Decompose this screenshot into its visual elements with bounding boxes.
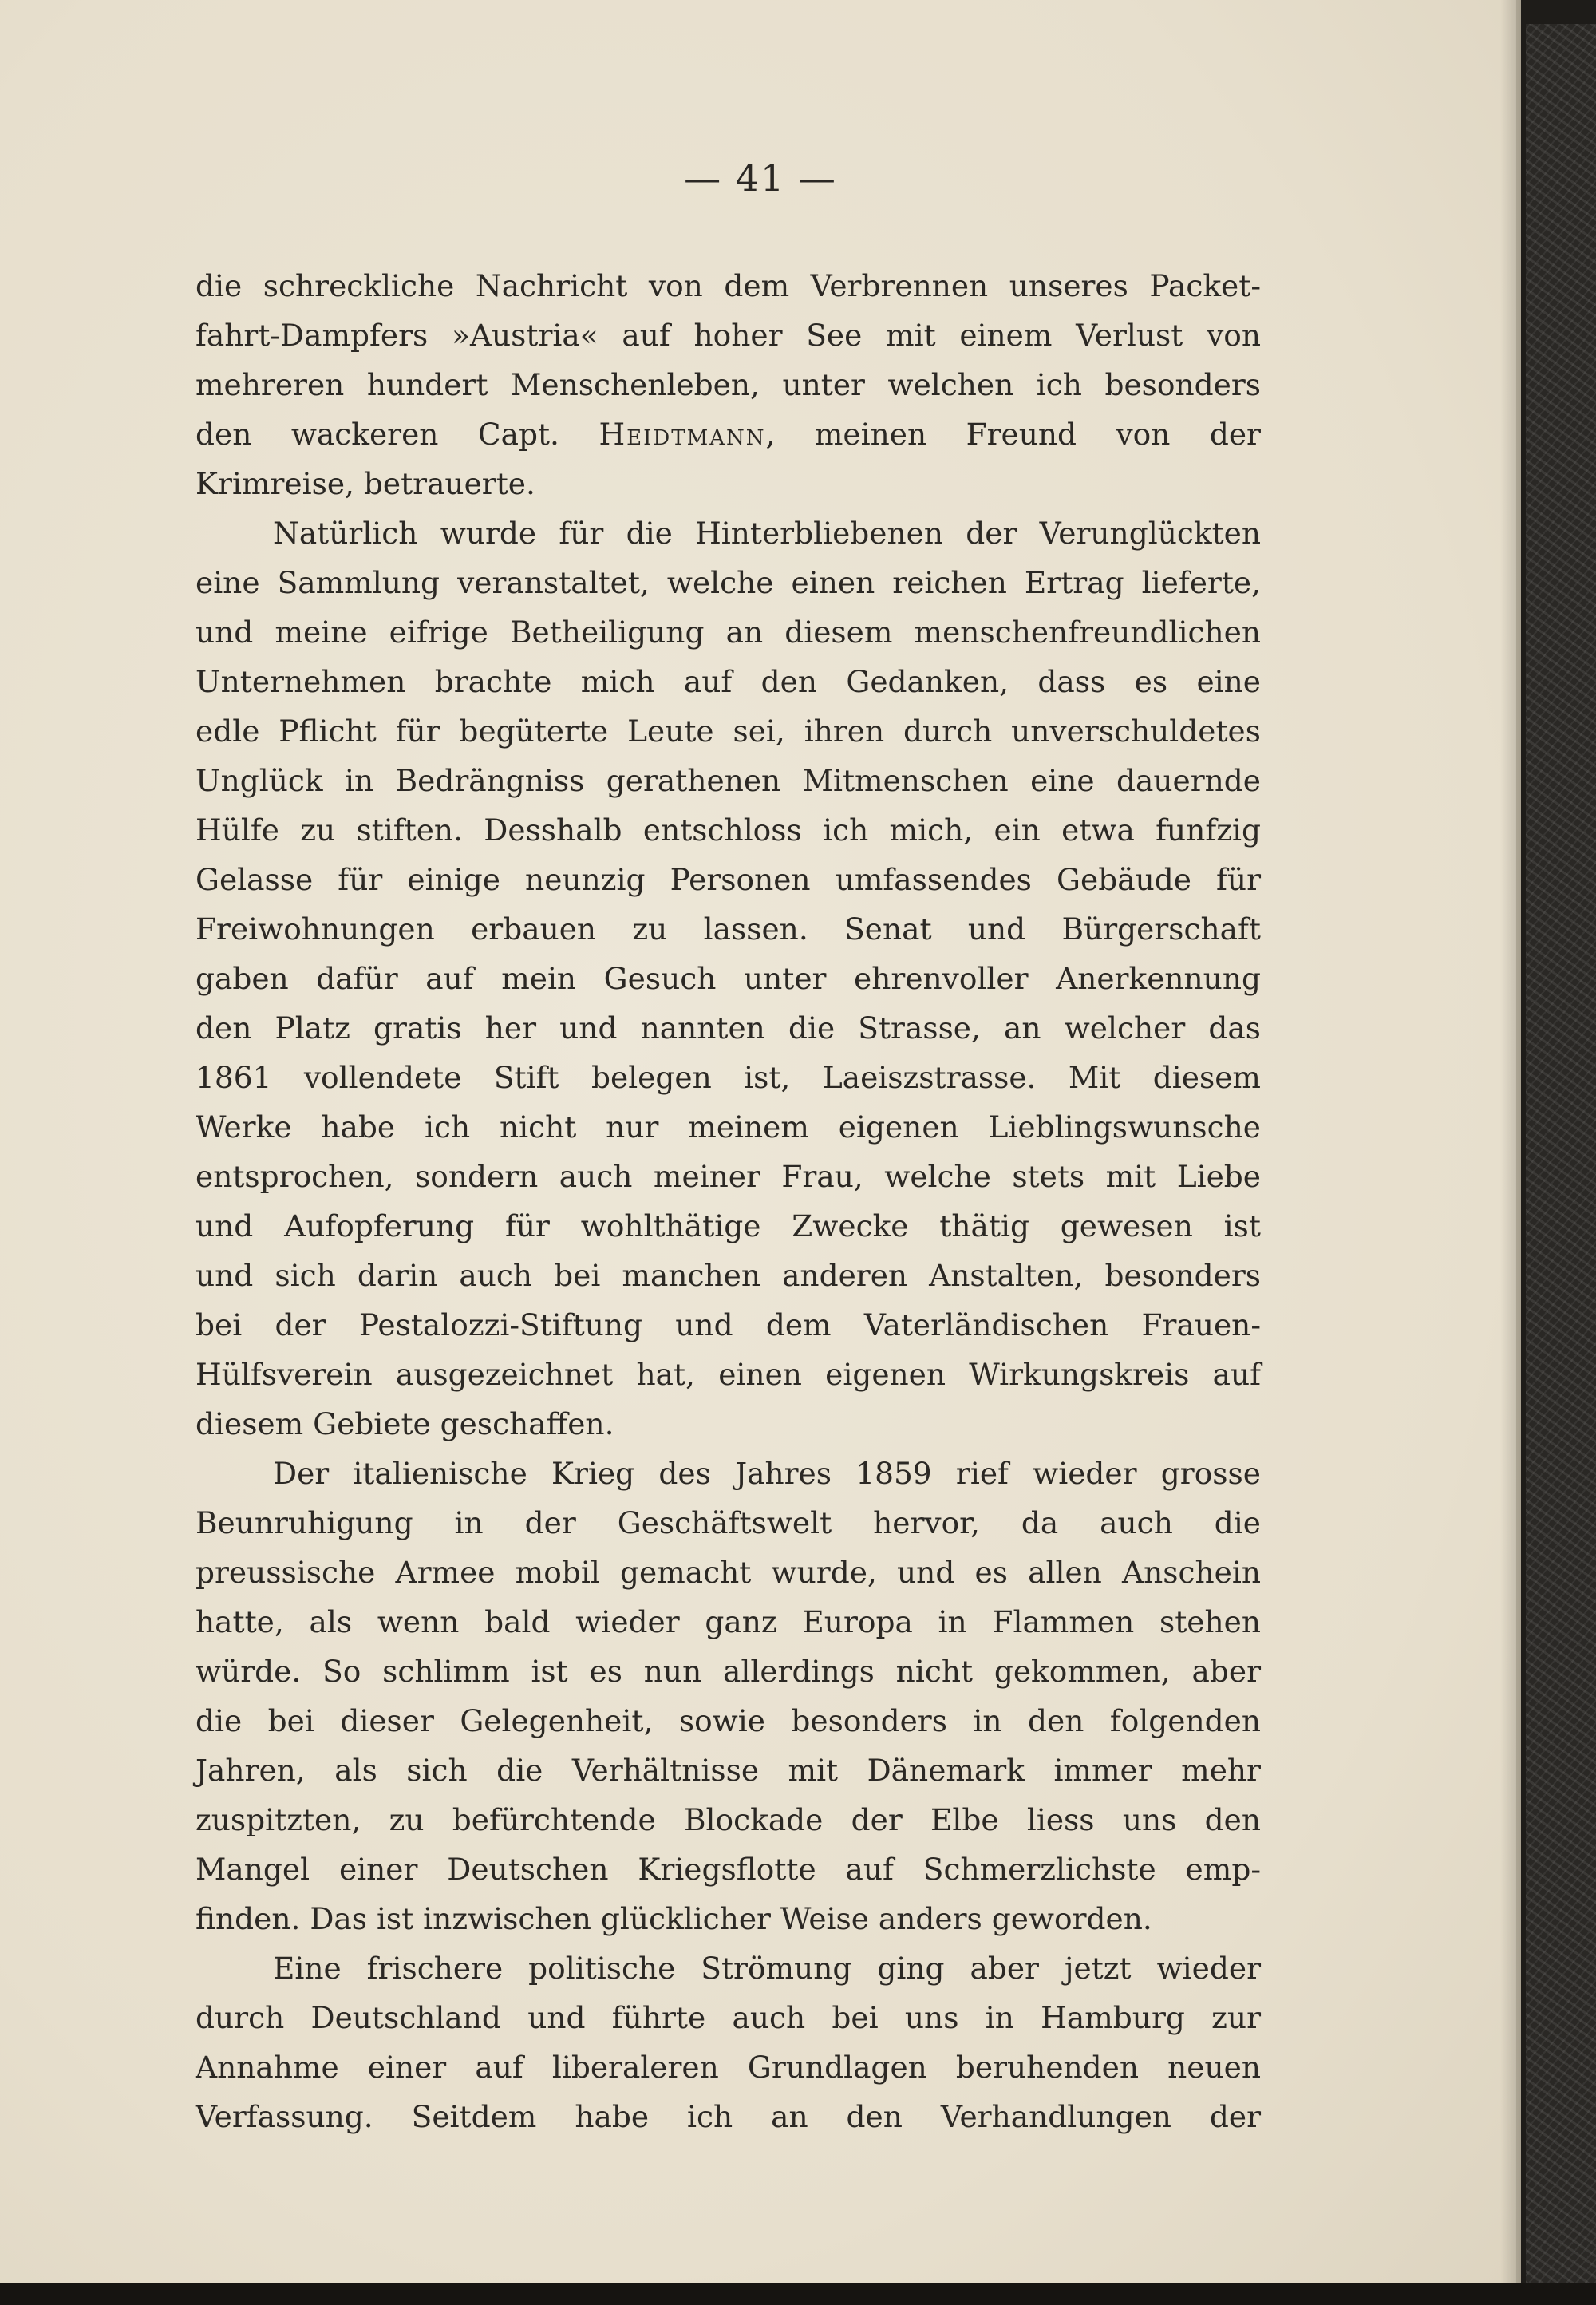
text-line: Verfassung. Seitdem habe ich an den Verhandlungen der	[196, 2099, 1261, 2134]
text-line: gaben dafür auf mein Gesuch unter ehrenvoller Anerkennung	[196, 961, 1261, 996]
text-line: Jahren, als sich die Verhältnisse mit Dänemark immer mehr	[196, 1753, 1261, 1788]
text-line: Gelasse für einige neunzig Personen umfassendes Gebäude für	[196, 862, 1261, 897]
text-line: Natürlich wurde für die Hinterbliebenen der Verunglückten	[273, 516, 1261, 551]
text-line: Hülfe zu stiften. Desshalb entschloss ich mich, ein etwa funfzig	[196, 812, 1261, 848]
text-line: den Platz gratis her und nannten die Strasse, an welcher das	[196, 1010, 1261, 1046]
text-line: diesem Gebiete geschaffen.	[196, 1406, 614, 1441]
text-line: Werke habe ich nicht nur meinem eigenen Lieblingswunsche	[196, 1109, 1261, 1145]
text-line: Mangel einer Deutschen Kriegsflotte auf Schmerzlichste emp-	[196, 1852, 1261, 1887]
text-line: mehreren hundert Menschenleben, unter welchen ich besonders	[196, 367, 1261, 402]
text-line: würde. So schlimm ist es nun allerdings nicht gekommen, aber	[196, 1654, 1261, 1689]
text-line: entsprochen, sondern auch meiner Frau, welche stets mit Liebe	[196, 1159, 1261, 1194]
gutter-shadow	[1500, 0, 1521, 2283]
text-line: Eine frischere politische Strömung ging aber jetzt wieder	[273, 1951, 1261, 1986]
text-line: Freiwohnungen erbauen zu lassen. Senat und Bürgerschaft	[196, 911, 1261, 947]
text-line: zuspitzten, zu befürchtende Blockade der Elbe liess uns den	[196, 1802, 1261, 1837]
text-line: Hülfsverein ausgezeichnet hat, einen eigenen Wirkungskreis auf	[196, 1357, 1261, 1392]
body-text	[196, 261, 1261, 2141]
text-line: den wackeren Capt. Heidtmann, meinen Freund von der	[196, 417, 1261, 452]
text-line: eine Sammlung veranstaltet, welche einen reichen Ertrag lieferte,	[196, 565, 1261, 600]
text-line: Krimreise, betrauerte.	[196, 466, 535, 501]
text-line: Unglück in Bedrängniss gerathenen Mitmenschen eine dauernde	[196, 763, 1261, 798]
text-line: 1861 vollendete Stift belegen ist, Laeiszstrasse. Mit diesem	[196, 1060, 1261, 1095]
text-line: Annahme einer auf liberaleren Grundlagen beruhenden neuen	[196, 2050, 1261, 2085]
text-line: und meine eifrige Betheiligung an diesem menschenfreundlichen	[196, 615, 1261, 650]
text-line: durch Deutschland und führte auch bei uns in Hamburg zur	[196, 2000, 1261, 2035]
name-small-caps: Heidtmann	[598, 417, 766, 452]
text-line: preussische Armee mobil gemacht wurde, und es allen Anschein	[196, 1555, 1261, 1590]
book-binding	[1526, 24, 1596, 2305]
text-line: Der italienische Krieg des Jahres 1859 rief wieder grosse	[273, 1456, 1261, 1491]
text-line: Beunruhigung in der Geschäftswelt hervor, da auch die	[196, 1505, 1261, 1540]
text-line: edle Pflicht für begüterte Leute sei, ihren durch unverschuldetes	[196, 714, 1261, 749]
text-line: die bei dieser Gelegenheit, sowie besonders in den folgenden	[196, 1703, 1261, 1738]
text-line: hatte, als wenn bald wieder ganz Europa in Flammen stehen	[196, 1604, 1261, 1639]
text-line: und sich darin auch bei manchen anderen Anstalten, besonders	[196, 1258, 1261, 1293]
text-line: Unternehmen brachte mich auf den Gedanken, dass es eine	[196, 664, 1261, 699]
text-line: die schreckliche Nachricht von dem Verbrennen unseres Packet-	[196, 268, 1261, 303]
text-line: bei der Pestalozzi-Stiftung und dem Vaterländischen Frauen-	[196, 1307, 1261, 1342]
text-line: und Aufopferung für wohlthätige Zwecke thätig gewesen ist	[196, 1208, 1261, 1243]
page-number: — 41 —	[684, 156, 837, 200]
scan-border	[0, 2283, 1596, 2305]
text-line: finden. Das ist inzwischen glücklicher Weise anders geworden.	[196, 1901, 1152, 1936]
text-line: fahrt-Dampfers »Austria« auf hoher See mit einem Verlust von	[196, 318, 1261, 353]
